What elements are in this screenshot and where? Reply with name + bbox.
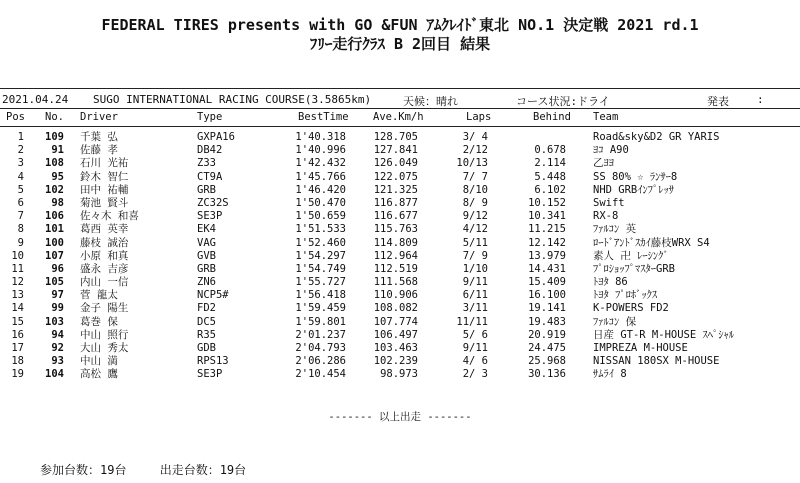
cell-driver: 佐藤 孝 [80,144,118,157]
cell-best-time: 1'52.460 [295,236,346,249]
cell-pos: 17 [11,342,24,354]
cell-type: VAG [197,236,216,249]
cell-team: NISSAN 180SX M-HOUSE [593,355,720,368]
cell-laps: 4/12 [462,223,488,236]
cell-type: NCP5# [197,289,229,302]
table-row [0,171,800,184]
course-condition: コース状況:ドライ [516,95,610,108]
cell-best-time: 2'04.793 [295,342,346,354]
starters-count: 出走台数：19台 [159,463,247,477]
weather: 天候：晴れ [403,95,458,108]
cell-type: GVB [197,249,216,262]
cell-pos: 15 [11,315,24,328]
cell-best-time: 1'55.727 [295,276,346,289]
cell-behind: 10.152 [528,196,566,209]
cell-pos: 6 [17,196,24,209]
cell-ave-speed: 108.082 [373,302,418,315]
cell-team: ﾄﾖﾀ 86 [593,276,628,289]
cell-behind: 6.102 [534,183,566,196]
cell-ave-speed: 116.877 [373,196,418,209]
cell-laps: 3/ 4 [462,131,488,143]
cell-best-time: 1'40.318 [295,131,346,143]
cell-behind: 13.979 [528,249,566,262]
cell-best-time: 1'46.420 [295,183,346,196]
header-ave-speed: Ave.Km/h [373,111,424,123]
cell-best-time: 1'59.459 [295,302,346,315]
cell-driver: 石川 光祐 [80,157,129,170]
cell-ave-speed: 121.325 [373,183,418,196]
cell-type: SE3P [197,210,223,223]
announce-label: 発表 [707,95,729,108]
cell-ave-speed: 106.497 [373,328,418,341]
cell-behind: 14.431 [528,262,566,275]
cell-best-time: 1'40.996 [295,144,346,157]
table-row [0,355,800,368]
cell-ave-speed: 126.049 [373,157,418,170]
header-laps: Laps [466,111,492,123]
cell-best-time: 2'01.237 [295,328,346,341]
cell-team: Road&sky&D2 GR YARIS [593,131,720,143]
table-row [0,289,800,302]
table-row [0,368,800,381]
cell-type: DC5 [197,315,216,328]
entries-count: 参加台数：19台 [40,463,127,477]
header-driver: Driver [80,111,118,123]
table-row [0,223,800,236]
cell-laps: 8/ 9 [462,196,488,209]
cell-car-no: 96 [51,262,64,275]
announce-colon: : [757,93,764,106]
cell-car-no: 104 [45,368,64,381]
table-header [0,111,800,125]
table-row [0,316,800,329]
cell-best-time: 1'56.418 [295,289,346,302]
cell-type: CT9A [197,170,223,183]
end-marker: ------- 以上出走 ------- [328,411,472,423]
cell-car-no: 94 [51,328,64,341]
cell-behind: 5.448 [534,170,566,183]
cell-car-no: 99 [51,302,64,315]
cell-car-no: 93 [51,355,64,368]
cell-behind: 12.142 [528,236,566,249]
cell-car-no: 95 [51,170,64,183]
cell-car-no: 92 [51,342,64,354]
cell-car-no: 100 [45,236,64,249]
cell-pos: 10 [11,249,24,262]
cell-ave-speed: 127.841 [373,144,418,157]
cell-ave-speed: 115.763 [373,223,418,236]
cell-ave-speed: 128.705 [373,131,418,143]
cell-pos: 8 [17,223,24,236]
cell-pos: 1 [17,131,24,143]
cell-best-time: 1'54.749 [295,262,346,275]
cell-ave-speed: 112.519 [373,262,418,275]
cell-type: Z33 [197,157,216,170]
session-title: ﾌﾘｰ走行ｸﾗｽ B 2回目 結果 [309,35,491,53]
table-row [0,302,800,315]
cell-behind: 25.968 [528,355,566,368]
cell-laps: 1/10 [462,262,488,275]
cell-pos: 13 [11,289,24,302]
table-row [0,197,800,210]
cell-driver: 盛永 吉彦 [80,262,129,275]
cell-team: RX-8 [593,210,619,223]
cell-laps: 11/11 [456,315,488,328]
cell-behind: 2.114 [534,157,566,170]
cell-laps: 2/12 [462,144,488,157]
info-bar [0,93,800,109]
cell-pos: 14 [11,302,24,315]
cell-behind: 15.409 [528,276,566,289]
cell-laps: 7/ 9 [462,249,488,262]
cell-driver: 内山 一信 [80,276,129,289]
cell-driver: 高松 鷹 [80,368,118,381]
cell-type: GXPA16 [197,131,235,143]
cell-ave-speed: 110.906 [373,289,418,302]
cell-pos: 18 [11,355,24,368]
table-row [0,250,800,263]
cell-laps: 5/ 6 [462,328,488,341]
header-behind: Behind [533,111,571,123]
cell-car-no: 109 [45,131,64,143]
cell-behind: 11.215 [528,223,566,236]
cell-pos: 4 [17,170,24,183]
cell-laps: 9/11 [462,342,488,354]
cell-type: RPS13 [197,355,229,368]
cell-laps: 4/ 6 [462,355,488,368]
event-date: 2021.04.24 [2,93,69,106]
cell-team: K-POWERS FD2 [593,302,669,315]
table-row [0,184,800,197]
cell-team: ｻﾑﾗｲ 8 [593,368,627,381]
cell-laps: 9/11 [462,276,488,289]
cell-best-time: 2'10.454 [295,368,346,381]
cell-behind: 0.678 [534,144,566,157]
table-row [0,210,800,223]
cell-laps: 10/13 [456,157,488,170]
header-pos: Pos [6,111,25,123]
cell-driver: 藤枝 誠治 [80,236,129,249]
table-row [0,144,800,157]
table-row [0,263,800,276]
cell-ave-speed: 114.809 [373,236,418,249]
course-name: SUGO INTERNATIONAL RACING COURSE(3.5865km) [93,93,372,106]
cell-team: IMPREZA M-HOUSE [593,342,688,354]
cell-driver: 中山 照行 [80,328,129,341]
cell-car-no: 102 [45,183,64,196]
table-row [0,276,800,289]
table-row [0,237,800,250]
cell-car-no: 107 [45,249,64,262]
cell-driver: 千葉 弘 [80,131,118,143]
cell-behind: 19.483 [528,315,566,328]
cell-laps: 9/12 [462,210,488,223]
cell-best-time: 1'50.659 [295,210,346,223]
cell-car-no: 98 [51,196,64,209]
cell-behind: 19.141 [528,302,566,315]
cell-best-time: 1'42.432 [295,157,346,170]
cell-driver: 鈴木 智仁 [80,170,129,183]
table-row [0,157,800,170]
cell-team: 乙ﾖﾖ [593,157,614,170]
cell-best-time: 1'54.297 [295,249,346,262]
cell-driver: 田中 祐輔 [80,183,129,196]
cell-type: GRB [197,183,216,196]
document-title: FEDERAL TIRES presents with GO &FUN ｱﾑｸﾚｲﾄﾞ東北 NO.1 決定戦 2021 rd.1 [101,16,699,34]
cell-behind: 10.341 [528,210,566,223]
cell-car-no: 91 [51,144,64,157]
cell-car-no: 97 [51,289,64,302]
cell-driver: 葛巻 保 [80,315,118,328]
cell-driver: 小原 和真 [80,249,129,262]
cell-pos: 3 [17,157,24,170]
cell-team: Swift [593,196,625,209]
cell-laps: 7/ 7 [462,170,488,183]
table-row [0,131,800,144]
cell-type: ZC32S [197,196,229,209]
cell-behind: 24.475 [528,342,566,354]
cell-type: EK4 [197,223,216,236]
cell-type: ZN6 [197,276,216,289]
cell-pos: 7 [17,210,24,223]
cell-pos: 5 [17,183,24,196]
cell-laps: 5/11 [462,236,488,249]
cell-driver: 佐々木 和喜 [80,210,139,223]
cell-car-no: 103 [45,315,64,328]
cell-driver: 菅 龍太 [80,289,118,302]
cell-driver: 金子 陽生 [80,302,129,315]
cell-pos: 19 [11,368,24,381]
cell-best-time: 1'50.470 [295,196,346,209]
footer [40,461,272,478]
cell-pos: 16 [11,328,24,341]
table-row [0,329,800,342]
cell-driver: 大山 秀太 [80,342,129,354]
cell-ave-speed: 112.964 [373,249,418,262]
cell-pos: 12 [11,276,24,289]
cell-best-time: 2'06.286 [295,355,346,368]
cell-driver: 中山 満 [80,355,118,368]
cell-type: SE3P [197,368,223,381]
cell-best-time: 1'51.533 [295,223,346,236]
cell-laps: 8/10 [462,183,488,196]
header-team: Team [593,111,619,123]
cell-team: ﾌﾟﾛｼｮｯﾌﾟﾏｽﾀｰGRB [593,262,675,275]
cell-team: ﾛｰﾄﾞｱﾝﾄﾞｽｶｲ藤枝WRX S4 [593,236,710,249]
table-row [0,342,800,355]
cell-ave-speed: 111.568 [373,276,418,289]
cell-type: FD2 [197,302,216,315]
cell-laps: 6/11 [462,289,488,302]
cell-ave-speed: 116.677 [373,210,418,223]
cell-team: NHD GRBｲﾝﾌﾟﾚｯｻ [593,183,675,196]
cell-type: GRB [197,262,216,275]
top-divider [0,88,800,89]
cell-pos: 2 [17,144,24,157]
cell-behind: 16.100 [528,289,566,302]
results-table [0,131,800,382]
cell-ave-speed: 98.973 [380,368,418,381]
cell-pos: 11 [11,262,24,275]
cell-team: ﾌｧﾙｺﾝ 保 [593,315,637,328]
cell-team: ﾖｺ A90 [593,144,629,157]
cell-team: SS 80% ☆ ﾗﾝｻｰ8 [593,170,678,183]
cell-team: ﾄﾖﾀ ﾌﾟﾛﾎﾞｯｸｽ [593,289,658,302]
cell-type: R35 [197,328,216,341]
cell-team: 素人 卍 ﾚｰｼﾝｸﾞ [593,249,669,262]
cell-type: DB42 [197,144,223,157]
cell-car-no: 105 [45,276,64,289]
header-top-divider [0,108,800,109]
cell-car-no: 108 [45,157,64,170]
cell-ave-speed: 102.239 [373,355,418,368]
cell-driver: 菊池 賢斗 [80,196,129,209]
cell-driver: 葛西 英幸 [80,223,129,236]
cell-car-no: 101 [45,223,64,236]
cell-laps: 2/ 3 [462,368,488,381]
cell-best-time: 1'59.801 [295,315,346,328]
cell-behind: 20.919 [528,328,566,341]
cell-type: GDB [197,342,216,354]
cell-laps: 3/11 [462,302,488,315]
cell-car-no: 106 [45,210,64,223]
cell-behind: 30.136 [528,368,566,381]
cell-team: ﾌｧﾙｺﾝ 英 [593,223,637,236]
header-type: Type [197,111,223,123]
header-best-time: BestTime [298,111,349,123]
header-no: No. [45,111,64,123]
cell-pos: 9 [17,236,24,249]
cell-best-time: 1'45.766 [295,170,346,183]
cell-ave-speed: 107.774 [373,315,418,328]
header-bottom-divider [0,126,800,127]
cell-team: 日産 GT-R M-HOUSE ｽﾍﾟｼｬﾙ [593,328,735,341]
cell-ave-speed: 103.463 [373,342,418,354]
cell-ave-speed: 122.075 [373,170,418,183]
